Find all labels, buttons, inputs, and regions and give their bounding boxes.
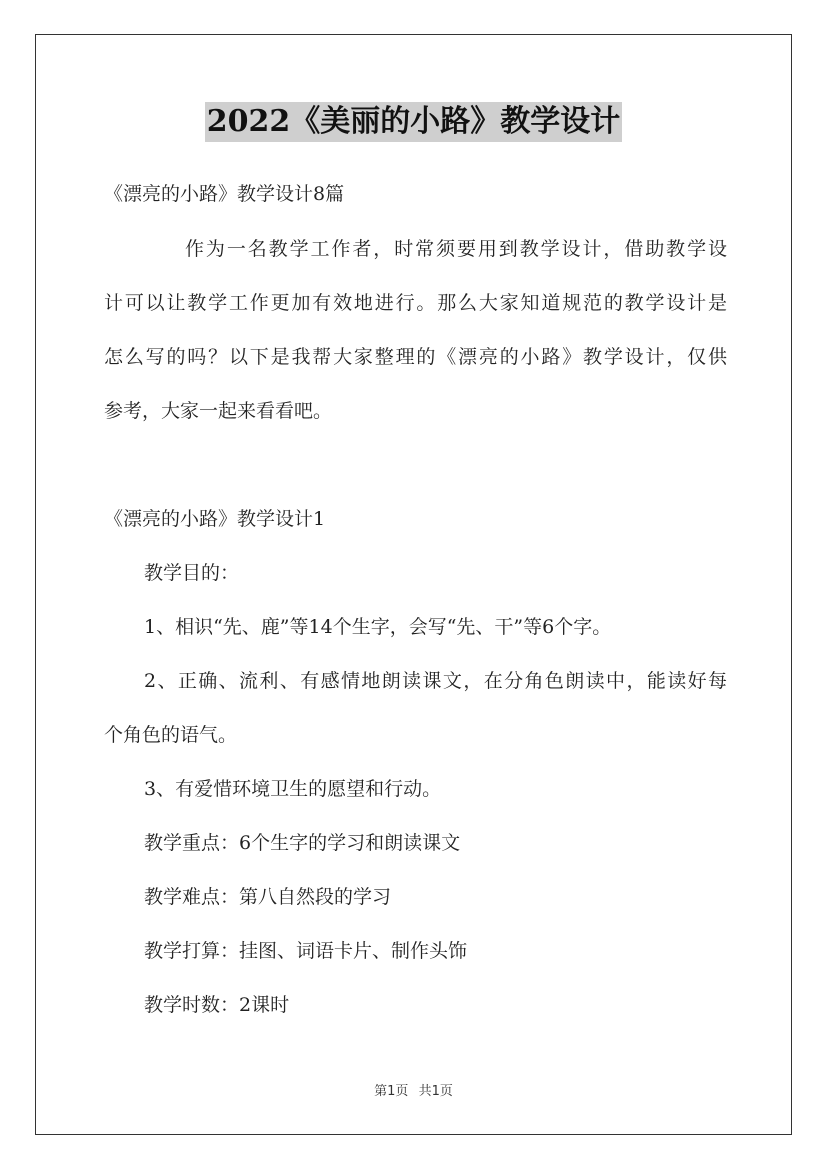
page-footer	[0, 1083, 827, 1101]
objective-label: 教学目的：	[144, 562, 240, 584]
document-title: 2022《美丽的小路》教学设计	[205, 102, 623, 142]
key-points: 教学重点：6个生字的学习和朗读课文	[144, 832, 461, 854]
intro-line-3: 怎么写的吗？以下是我帮大家整理的《漂亮的小路》教学设计，仅供	[104, 346, 727, 368]
objective-item-2-line-1: 2、正确、流利、有感情地朗读课文，在分角色朗读中，能读好每	[144, 670, 727, 692]
teaching-hours: 教学时数：2课时	[144, 994, 290, 1016]
objective-item-3: 3、有爱惜环境卫生的愿望和行动。	[144, 778, 442, 800]
preparation: 教学打算：挂图、词语卡片、制作头饰	[144, 940, 468, 962]
document-subtitle: 《漂亮的小路》教学设计8篇	[104, 183, 345, 205]
page-number: 第1页	[374, 1084, 409, 1099]
difficulties: 教学难点：第八自然段的学习	[144, 886, 392, 908]
section-heading: 《漂亮的小路》教学设计1	[104, 508, 326, 530]
intro-line-2: 计可以让教学工作更加有效地进行。那么大家知道规范的教学设计是	[104, 292, 727, 314]
intro-line-1: 作为一名教学工作者，时常须要用到教学设计，借助教学设	[185, 238, 727, 260]
objective-item-1: 1、相识“先、鹿”等14个生字，会写“先、干”等6个字。	[144, 616, 612, 638]
page-total: 共1页	[418, 1084, 453, 1099]
objective-item-2-line-2: 个角色的语气。	[104, 724, 238, 746]
intro-line-4: 参考，大家一起来看看吧。	[104, 400, 333, 422]
title-container	[0, 102, 827, 142]
